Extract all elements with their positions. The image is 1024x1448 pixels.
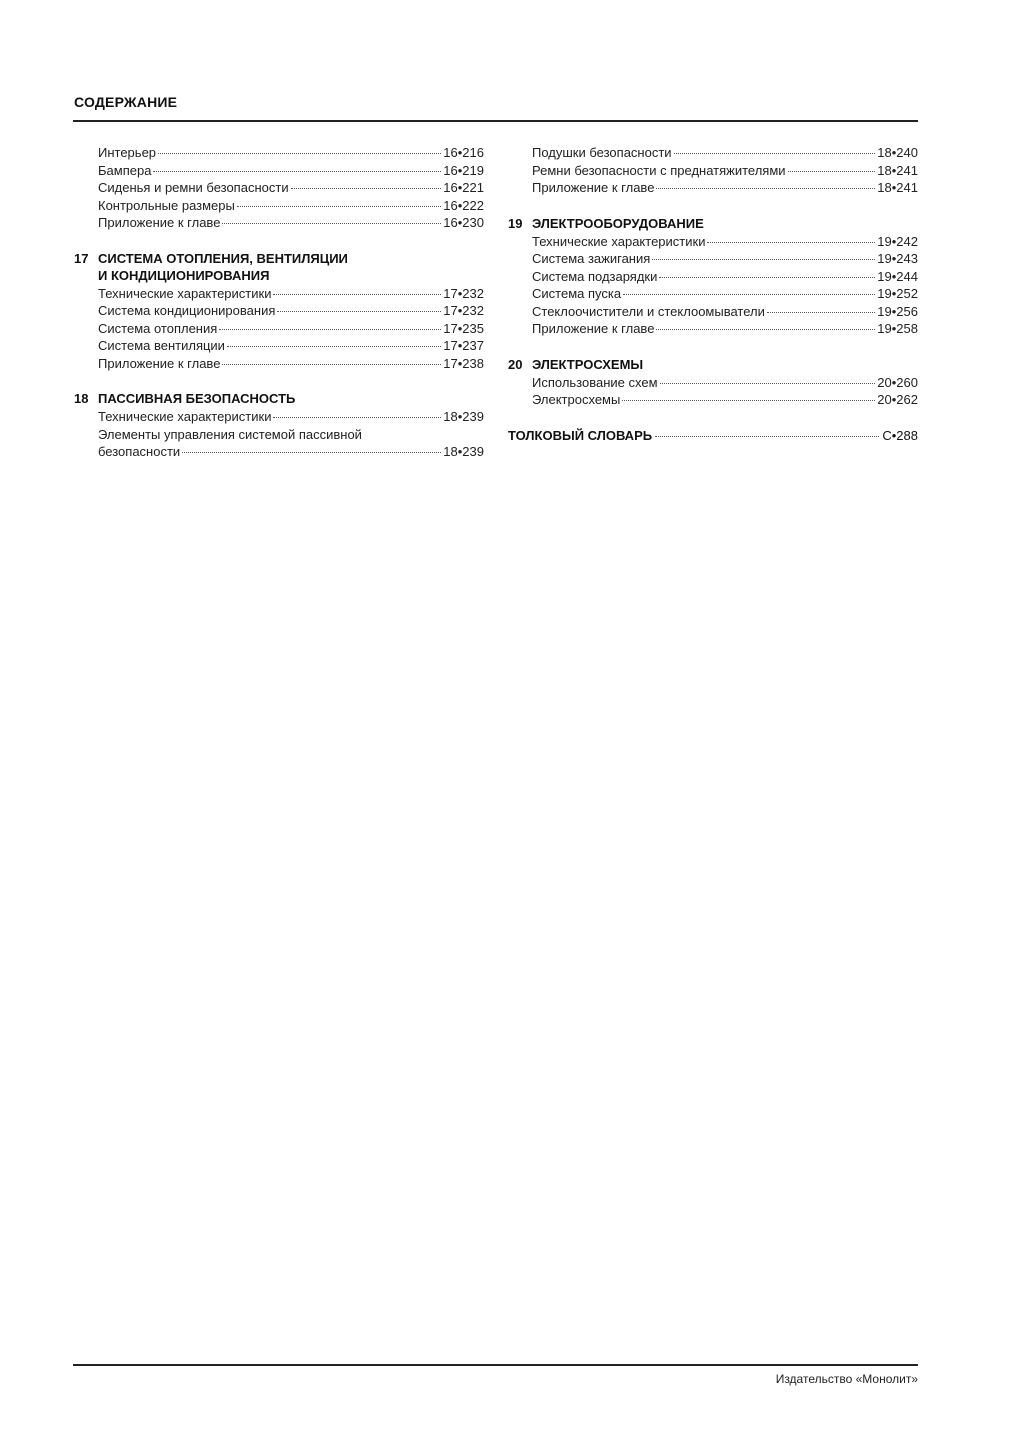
toc-section-16-continued [74, 144, 484, 232]
dot-leader [291, 188, 442, 189]
toc-entry[interactable]: Бампера 16•219 [98, 162, 484, 178]
dot-leader [707, 242, 875, 243]
toc-entry[interactable]: Приложение к главе 16•230 [98, 215, 484, 230]
toc-section-17 [74, 250, 484, 373]
toc-entry[interactable]: Технические характеристики 19•242 [532, 233, 918, 249]
dot-leader [153, 171, 441, 172]
dot-leader [674, 153, 876, 154]
section-title: ЭЛЕКТРООБОРУДОВАНИЕ [532, 215, 704, 231]
toc-entry[interactable]: Приложение к главе 18•241 [532, 180, 918, 195]
toc-entry[interactable]: Контрольные размеры 16•222 [98, 197, 484, 213]
dot-leader [227, 346, 441, 347]
section-heading[interactable] [74, 250, 484, 284]
dot-leader [222, 223, 441, 224]
section-number: 19 [508, 215, 523, 231]
dot-leader [622, 400, 875, 401]
glossary-page: С•288 [882, 427, 918, 443]
toc-entry[interactable]: Система вентиляции 17•237 [98, 338, 484, 353]
toc-right-column [508, 144, 918, 444]
dot-leader [659, 277, 875, 278]
toc-section-18 [74, 390, 484, 461]
toc-left-column [74, 144, 484, 479]
toc-entry[interactable]: Стеклоочистители и стеклоомыватели 19•256 [532, 303, 918, 319]
section-number: 17 [74, 250, 89, 266]
section-heading[interactable] [508, 356, 918, 373]
header-divider [73, 120, 918, 122]
dot-leader [277, 311, 441, 312]
page-title: СОДЕРЖАНИЕ [74, 94, 178, 110]
toc-entry[interactable]: Приложение к главе 19•258 [532, 321, 918, 336]
toc-entry[interactable]: Использование схем 20•260 [532, 374, 918, 390]
footer-divider [73, 1364, 918, 1366]
dot-leader [652, 259, 875, 260]
toc-entry[interactable]: Подушки безопасности 18•240 [532, 145, 918, 160]
section-title: ПАССИВНАЯ БЕЗОПАСНОСТЬ [98, 391, 296, 406]
section-title: СИСТЕМА ОТОПЛЕНИЯ, ВЕНТИЛЯЦИИ И КОНДИЦИОНИРОВАНИЯ [98, 250, 348, 283]
publisher-footer: Издательство «Монолит» [775, 1372, 918, 1386]
dot-leader [273, 294, 441, 295]
toc-entry[interactable]: Приложение к главе 17•238 [98, 355, 484, 371]
glossary-title: ТОЛКОВЫЙ СЛОВАРЬ [508, 427, 653, 443]
dot-leader [788, 171, 876, 172]
toc-entry[interactable]: Система пуска 19•252 [532, 286, 918, 301]
toc-entry[interactable]: Система подзарядки 19•244 [532, 268, 918, 284]
dot-leader [660, 383, 876, 384]
dot-leader [219, 329, 441, 330]
toc-entry[interactable]: Электросхемы 20•262 [532, 392, 918, 407]
toc-entry[interactable]: Технические характеристики 18•239 [98, 409, 484, 424]
dot-leader [656, 188, 875, 189]
dot-leader [182, 452, 441, 453]
toc-entry[interactable]: Система отопления 17•235 [98, 320, 484, 336]
dot-leader [767, 312, 875, 313]
dot-leader [623, 294, 875, 295]
toc-section-19 [508, 215, 918, 338]
section-heading[interactable] [508, 215, 918, 232]
section-number: 18 [74, 391, 89, 406]
toc-entry[interactable]: Интерьер 16•216 [98, 145, 484, 160]
toc-section-20 [508, 356, 918, 409]
dot-leader [273, 417, 441, 418]
section-title: ЭЛЕКТРОСХЕМЫ [532, 356, 644, 372]
section-heading[interactable] [74, 390, 484, 407]
toc-entry[interactable]: Система зажигания 19•243 [532, 251, 918, 266]
dot-leader [655, 436, 879, 437]
toc-entry[interactable]: Элементы управления системой пассивной безопасности 18•239 [98, 426, 484, 459]
dot-leader [158, 153, 441, 154]
toc-glossary[interactable] [508, 427, 918, 444]
toc-section-18-continued [508, 144, 918, 197]
dot-leader [222, 364, 441, 365]
dot-leader [656, 329, 875, 330]
toc-entry[interactable]: Система кондиционирования 17•232 [98, 303, 484, 318]
section-number: 20 [508, 356, 523, 372]
toc-entry[interactable]: Технические характеристики 17•232 [98, 285, 484, 301]
toc-entry[interactable]: Сиденья и ремни безопасности 16•221 [98, 180, 484, 195]
toc-entry[interactable]: Ремни безопасности с преднатяжителями 18•241 [532, 162, 918, 178]
dot-leader [237, 206, 441, 207]
